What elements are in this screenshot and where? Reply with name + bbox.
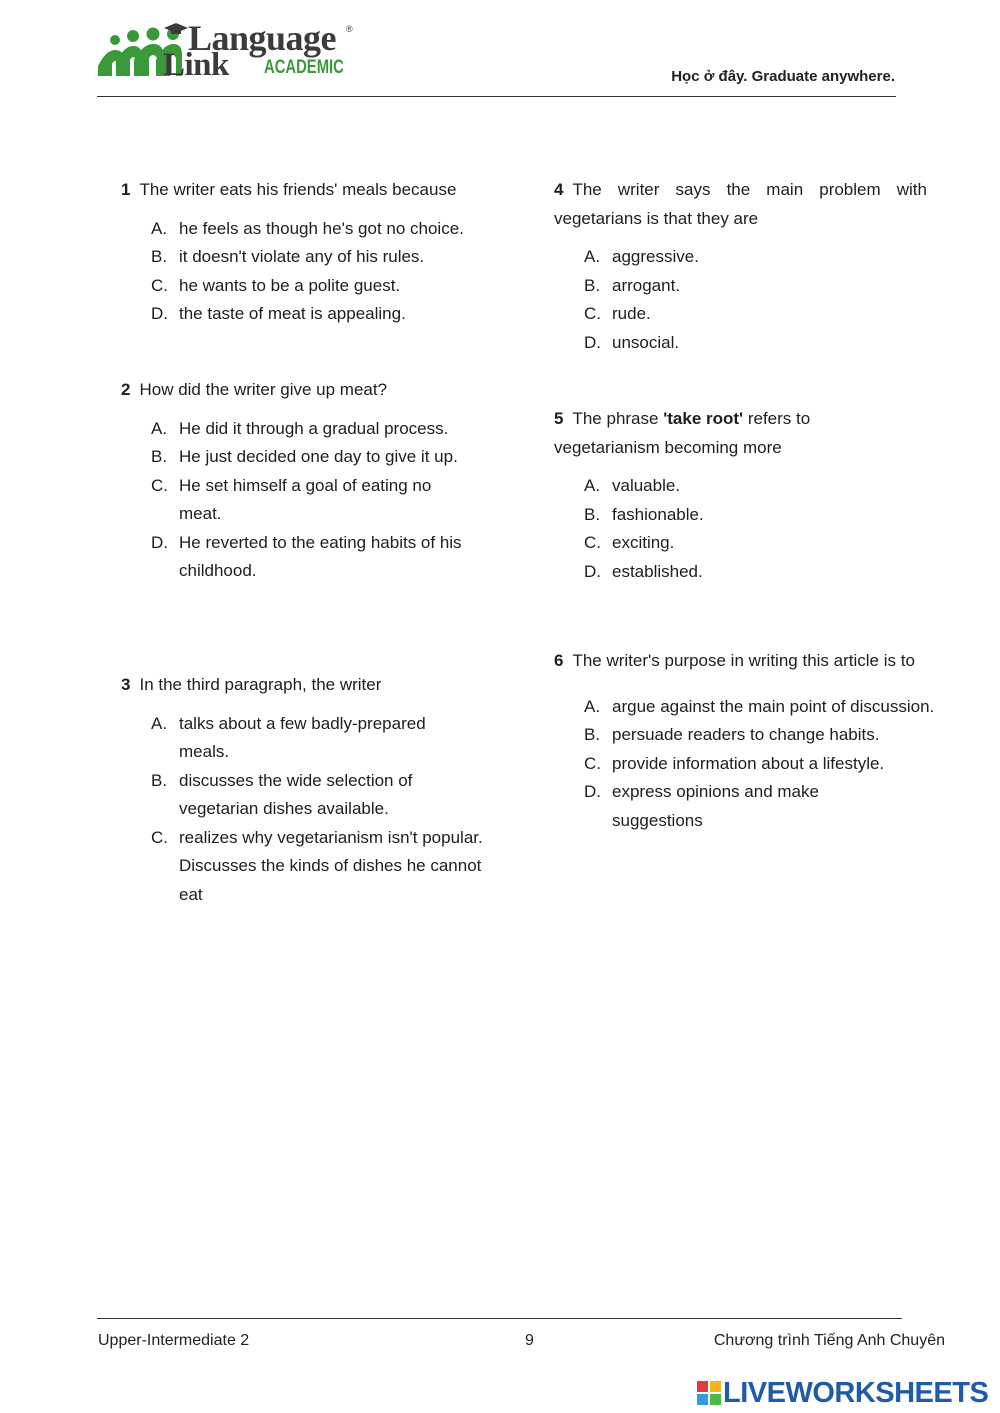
option-letter: C. — [584, 304, 601, 323]
option-letter: D. — [584, 782, 601, 801]
answer-options — [121, 710, 501, 910]
option-text: exciting. — [612, 533, 675, 552]
option-letter: C. — [151, 275, 168, 295]
answer-option[interactable] — [554, 329, 927, 358]
answer-option[interactable] — [121, 215, 501, 244]
header-divider — [97, 96, 896, 97]
option-text: He set himself a goal of eating no meat. — [179, 475, 432, 523]
answer-option[interactable] — [121, 272, 501, 301]
answer-option[interactable] — [121, 300, 501, 329]
answer-options — [121, 215, 501, 329]
answer-option[interactable] — [121, 529, 499, 586]
option-letter: D. — [584, 561, 601, 581]
liveworksheets-wordmark[interactable]: LIVEWORKSHEETS — [723, 1377, 989, 1409]
answer-options — [554, 472, 927, 586]
answer-option[interactable] — [121, 767, 469, 824]
option-text: arrogant. — [612, 275, 681, 295]
footer-page-number: 9 — [525, 1332, 534, 1349]
option-letter: D. — [584, 332, 601, 352]
option-text: he wants to be a polite guest. — [179, 275, 401, 295]
option-text: He did it through a gradual process. — [179, 418, 449, 438]
question-stem — [121, 376, 501, 405]
logo-wordmark-academic: ACADEMIC — [264, 57, 344, 78]
answer-option[interactable] — [121, 243, 501, 272]
option-text: rude. — [612, 304, 651, 323]
option-letter: D. — [151, 304, 168, 323]
question-text: How did the writer give up meat? — [139, 380, 388, 399]
option-letter: A. — [584, 476, 601, 495]
question-stem — [121, 671, 501, 700]
footer-course-level: Upper-Intermediate 2 — [98, 1332, 250, 1349]
option-text: aggressive. — [612, 247, 699, 266]
question-text: The writer's purpose in writing this article is to — [572, 651, 915, 670]
option-text: express opinions and make suggestions — [612, 782, 819, 830]
option-letter: B. — [584, 504, 601, 524]
option-letter: A. — [151, 713, 168, 733]
option-letter: B. — [584, 725, 601, 744]
answer-option[interactable] — [121, 415, 501, 444]
logo-wordmark-link: Link — [163, 47, 229, 83]
answer-option[interactable] — [554, 558, 927, 587]
option-letter: B. — [151, 447, 168, 466]
logo-registered-mark: ® — [346, 24, 353, 34]
header-tagline: Học ở đây. Graduate anywhere. — [671, 68, 895, 85]
option-letter: C. — [151, 827, 168, 847]
option-text: unsocial. — [612, 332, 680, 352]
option-text: established. — [612, 561, 703, 581]
question-stem — [554, 647, 927, 676]
question-text: In the third paragraph, the writer — [139, 675, 382, 694]
answer-option[interactable] — [554, 778, 912, 835]
question-number: 3 — [121, 675, 131, 694]
option-letter: B. — [151, 770, 168, 790]
question-text-after: refers to vegetarianism becoming more — [554, 409, 811, 457]
question-3 — [121, 671, 501, 909]
question-text-before: The phrase — [572, 409, 659, 428]
option-letter: A. — [584, 696, 601, 716]
answer-option[interactable] — [554, 243, 927, 272]
question-stem — [121, 176, 501, 205]
question-5 — [554, 405, 927, 586]
question-number: 5 — [554, 409, 564, 428]
question-4 — [554, 176, 927, 357]
option-text: it doesn't violate any of his rules. — [179, 247, 425, 266]
option-letter: A. — [151, 418, 168, 438]
question-1 — [121, 176, 501, 329]
option-text: the taste of meat is appealing. — [179, 304, 406, 323]
answer-option[interactable] — [121, 824, 499, 910]
answer-option[interactable] — [554, 721, 927, 750]
answer-option[interactable] — [554, 300, 927, 329]
option-letter: A. — [151, 218, 168, 238]
answer-option[interactable] — [121, 472, 451, 529]
answer-option[interactable] — [554, 529, 927, 558]
option-letter: B. — [151, 247, 168, 266]
question-key-phrase: 'take root' — [663, 409, 744, 428]
option-text: talks about a few badly-prepared meals. — [179, 713, 426, 761]
logo-wordmark-language: Language — [188, 18, 337, 58]
option-text: He reverted to the eating habits of his childhood. — [179, 532, 462, 580]
question-6 — [554, 647, 935, 835]
answer-option[interactable] — [121, 710, 479, 767]
answer-options — [121, 415, 501, 586]
option-text: provide information about a lifestyle. — [612, 753, 885, 773]
option-letter: A. — [584, 247, 601, 266]
footer-program-name: Chương trình Tiếng Anh Chuyên — [713, 1332, 945, 1349]
answer-option[interactable] — [121, 443, 501, 472]
answer-options — [554, 243, 927, 357]
option-letter: C. — [151, 475, 168, 495]
answer-option[interactable] — [554, 472, 927, 501]
answer-options — [554, 693, 935, 836]
question-stem — [554, 405, 844, 462]
option-text: He just decided one day to give it up. — [179, 447, 458, 466]
option-letter: C. — [584, 533, 601, 552]
option-letter: B. — [584, 275, 601, 295]
answer-option[interactable] — [554, 693, 942, 722]
question-text: The writer eats his friends' meals because — [139, 180, 457, 199]
question-number: 2 — [121, 380, 131, 399]
option-text: he feels as though he's got no choice. — [179, 218, 464, 238]
option-letter: C. — [584, 753, 601, 773]
liveworksheets-logo-icon — [697, 1381, 721, 1405]
question-text: The writer says the main problem with vegetarians is that they are — [554, 180, 927, 228]
answer-option[interactable] — [554, 501, 927, 530]
option-letter: D. — [151, 532, 168, 552]
question-number: 1 — [121, 180, 131, 199]
question-stem — [554, 176, 927, 233]
option-text: persuade readers to change habits. — [612, 725, 880, 744]
answer-option[interactable] — [554, 272, 927, 301]
option-text: realizes why vegetarianism isn't popular. Discusses the kinds of dishes he cannot eat — [179, 827, 483, 904]
option-text: argue against the main point of discussion. — [612, 696, 935, 716]
option-text: valuable. — [612, 476, 681, 495]
answer-option[interactable] — [554, 750, 927, 779]
question-number: 4 — [554, 180, 564, 199]
option-text: fashionable. — [612, 504, 704, 524]
question-number: 6 — [554, 651, 564, 670]
option-text: discusses the wide selection of vegetarian dishes available. — [179, 770, 413, 818]
footer-divider — [97, 1318, 902, 1319]
question-2 — [121, 376, 501, 586]
